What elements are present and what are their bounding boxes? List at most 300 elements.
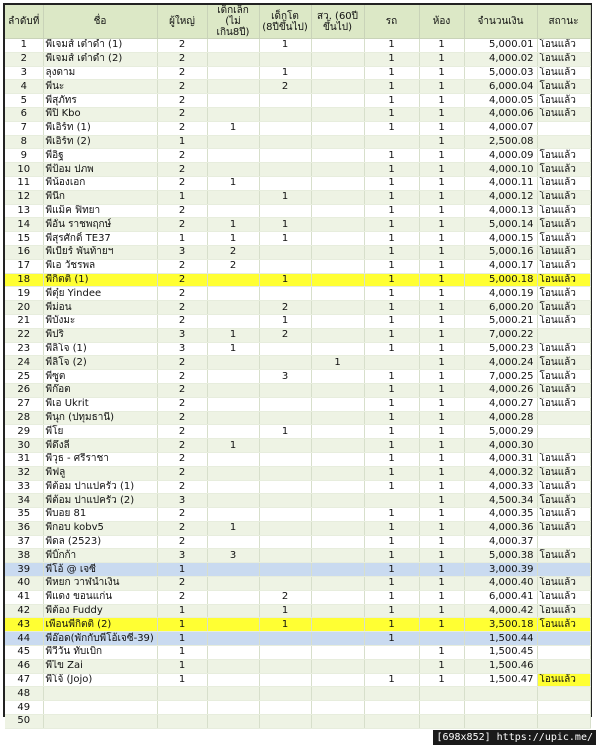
row-senior	[311, 715, 364, 729]
row-big-child	[259, 646, 311, 660]
row-senior: 1	[311, 356, 364, 370]
row-room	[419, 715, 464, 729]
row-senior	[311, 204, 364, 218]
row-amount: 4,000.05	[464, 94, 537, 108]
row-car: 1	[364, 383, 419, 397]
row-big-child	[259, 342, 311, 356]
table-row	[5, 577, 590, 591]
header-adult: ผู้ใหญ่	[157, 5, 207, 39]
row-room: 1	[419, 301, 464, 315]
row-room: 1	[419, 618, 464, 632]
row-car: 1	[364, 521, 419, 535]
row-adult: 2	[157, 273, 207, 287]
row-small-child	[207, 508, 259, 522]
table-row	[5, 39, 590, 53]
row-big-child	[259, 176, 311, 190]
row-name: พี่ลิโจ (2)	[43, 356, 157, 370]
row-big-child	[259, 701, 311, 715]
row-number: 24	[5, 356, 43, 370]
row-adult: 2	[157, 52, 207, 66]
row-name	[43, 715, 157, 729]
registration-table	[5, 5, 591, 729]
row-status: โอนแล้ว	[537, 163, 590, 177]
row-name: พี่ปิ Kbo	[43, 107, 157, 121]
row-number: 7	[5, 121, 43, 135]
row-small-child	[207, 563, 259, 577]
row-status	[537, 535, 590, 549]
row-number: 17	[5, 259, 43, 273]
row-big-child	[259, 494, 311, 508]
row-number: 12	[5, 190, 43, 204]
row-car: 1	[364, 466, 419, 480]
row-number: 18	[5, 273, 43, 287]
row-number: 14	[5, 218, 43, 232]
row-senior	[311, 245, 364, 259]
row-amount: 5,000.14	[464, 218, 537, 232]
table-row	[5, 80, 590, 94]
table-row	[5, 94, 590, 108]
row-name: พี่วีวัน ทับเบิ้ก	[43, 646, 157, 660]
row-car: 1	[364, 176, 419, 190]
row-big-child: 1	[259, 425, 311, 439]
row-amount	[464, 701, 537, 715]
row-number: 49	[5, 701, 43, 715]
row-car: 1	[364, 328, 419, 342]
row-small-child	[207, 287, 259, 301]
row-number: 13	[5, 204, 43, 218]
table-row	[5, 494, 590, 508]
row-status: โอนแล้ว	[537, 397, 590, 411]
row-small-child	[207, 646, 259, 660]
row-senior	[311, 508, 364, 522]
table-row	[5, 287, 590, 301]
row-status: โอนแล้ว	[537, 94, 590, 108]
row-amount: 7,000.22	[464, 328, 537, 342]
row-car: 1	[364, 190, 419, 204]
row-senior	[311, 232, 364, 246]
table-row	[5, 425, 590, 439]
row-big-child	[259, 135, 311, 149]
header-status: สถานะ	[537, 5, 590, 39]
row-room: 1	[419, 107, 464, 121]
row-name: พี่ตุ๋ย Yindee	[43, 287, 157, 301]
row-adult: 2	[157, 411, 207, 425]
table-row	[5, 687, 590, 701]
row-car	[364, 356, 419, 370]
row-amount: 4,500.34	[464, 494, 537, 508]
row-amount: 4,000.10	[464, 163, 537, 177]
row-car: 1	[364, 94, 419, 108]
row-car: 1	[364, 618, 419, 632]
row-room: 1	[419, 245, 464, 259]
row-status: โอนแล้ว	[537, 480, 590, 494]
row-status	[537, 439, 590, 453]
row-adult: 2	[157, 107, 207, 121]
row-amount: 4,000.02	[464, 52, 537, 66]
row-small-child	[207, 273, 259, 287]
row-room	[419, 632, 464, 646]
row-car: 1	[364, 107, 419, 121]
row-number: 4	[5, 80, 43, 94]
row-name: พี่อั๋น ราชพฤกษ์	[43, 218, 157, 232]
row-car: 1	[364, 149, 419, 163]
row-name: พี่ก๊อต	[43, 383, 157, 397]
row-status: โอนแล้ว	[537, 577, 590, 591]
table-row	[5, 508, 590, 522]
row-amount: 3,000.39	[464, 563, 537, 577]
row-room: 1	[419, 259, 464, 273]
row-senior	[311, 673, 364, 687]
header-amount: จำนวนเงิน	[464, 5, 537, 39]
row-car: 1	[364, 577, 419, 591]
row-name: พี่โย	[43, 425, 157, 439]
row-big-child	[259, 163, 311, 177]
table-row	[5, 135, 590, 149]
row-amount: 4,000.27	[464, 397, 537, 411]
row-car: 1	[364, 604, 419, 618]
row-number: 3	[5, 66, 43, 80]
row-small-child	[207, 383, 259, 397]
table-row	[5, 521, 590, 535]
row-big-child	[259, 245, 311, 259]
row-big-child: 1	[259, 273, 311, 287]
row-number: 32	[5, 466, 43, 480]
row-small-child	[207, 163, 259, 177]
table-row	[5, 52, 590, 66]
row-adult: 2	[157, 121, 207, 135]
row-big-child: 2	[259, 590, 311, 604]
row-number: 8	[5, 135, 43, 149]
row-small-child	[207, 590, 259, 604]
row-car: 1	[364, 218, 419, 232]
row-room: 1	[419, 52, 464, 66]
row-status: โอนแล้ว	[537, 618, 590, 632]
row-name: พี่สุภัทร	[43, 94, 157, 108]
row-room: 1	[419, 411, 464, 425]
row-status: โอนแล้ว	[537, 259, 590, 273]
row-name: พี่โจ้ (Jojo)	[43, 673, 157, 687]
row-small-child	[207, 149, 259, 163]
row-status: โอนแล้ว	[537, 66, 590, 80]
row-big-child: 1	[259, 232, 311, 246]
row-number: 25	[5, 370, 43, 384]
row-big-child	[259, 439, 311, 453]
row-senior	[311, 618, 364, 632]
row-senior	[311, 342, 364, 356]
row-amount: 5,000.29	[464, 425, 537, 439]
table-row	[5, 715, 590, 729]
row-car: 1	[364, 425, 419, 439]
row-adult: 3	[157, 494, 207, 508]
row-car: 1	[364, 121, 419, 135]
table-row	[5, 273, 590, 287]
row-senior	[311, 80, 364, 94]
row-big-child: 1	[259, 39, 311, 53]
row-room: 1	[419, 659, 464, 673]
row-adult: 2	[157, 314, 207, 328]
row-big-child	[259, 549, 311, 563]
row-number: 46	[5, 659, 43, 673]
row-car	[364, 494, 419, 508]
row-name: พี่สุรศักดิ์ TE37	[43, 232, 157, 246]
row-amount	[464, 687, 537, 701]
row-senior	[311, 687, 364, 701]
row-number: 5	[5, 94, 43, 108]
row-adult: 3	[157, 549, 207, 563]
row-senior	[311, 411, 364, 425]
row-amount: 4,000.33	[464, 480, 537, 494]
row-adult: 2	[157, 287, 207, 301]
row-senior	[311, 452, 364, 466]
row-senior	[311, 590, 364, 604]
table-row	[5, 370, 590, 384]
row-small-child	[207, 356, 259, 370]
row-senior	[311, 494, 364, 508]
row-amount: 4,000.30	[464, 439, 537, 453]
table-row	[5, 383, 590, 397]
row-room: 1	[419, 190, 464, 204]
table-row	[5, 535, 590, 549]
row-status	[537, 121, 590, 135]
row-status: โอนแล้ว	[537, 149, 590, 163]
row-status: โอนแล้ว	[537, 232, 590, 246]
row-small-child: 1	[207, 328, 259, 342]
row-adult: 2	[157, 94, 207, 108]
row-number: 44	[5, 632, 43, 646]
table-row	[5, 590, 590, 604]
row-amount	[464, 715, 537, 729]
row-status: โอนแล้ว	[537, 245, 590, 259]
row-name: พี่บอย 81	[43, 508, 157, 522]
row-small-child	[207, 632, 259, 646]
row-amount: 4,000.07	[464, 121, 537, 135]
row-room: 1	[419, 480, 464, 494]
row-room: 1	[419, 549, 464, 563]
row-name: พี่บิ๊กก้า	[43, 549, 157, 563]
row-name: พี่เอิร์ท (2)	[43, 135, 157, 149]
row-big-child	[259, 715, 311, 729]
header-no: ลำดับที่	[5, 5, 43, 39]
table-row	[5, 659, 590, 673]
row-small-child	[207, 535, 259, 549]
row-number: 2	[5, 52, 43, 66]
row-big-child	[259, 107, 311, 121]
row-adult: 1	[157, 135, 207, 149]
row-adult: 2	[157, 383, 207, 397]
row-number: 21	[5, 314, 43, 328]
row-big-child	[259, 673, 311, 687]
row-big-child	[259, 259, 311, 273]
row-amount: 4,000.40	[464, 577, 537, 591]
row-big-child	[259, 204, 311, 218]
row-adult: 2	[157, 466, 207, 480]
row-adult: 2	[157, 39, 207, 53]
row-senior	[311, 646, 364, 660]
spreadsheet-frame	[3, 3, 592, 727]
table-row	[5, 480, 590, 494]
row-adult: 1	[157, 618, 207, 632]
row-adult	[157, 701, 207, 715]
row-number: 36	[5, 521, 43, 535]
row-number: 43	[5, 618, 43, 632]
row-adult: 1	[157, 632, 207, 646]
row-big-child	[259, 397, 311, 411]
row-room	[419, 687, 464, 701]
row-senior	[311, 52, 364, 66]
row-senior	[311, 480, 364, 494]
row-room: 1	[419, 577, 464, 591]
row-adult: 2	[157, 149, 207, 163]
row-status: โอนแล้ว	[537, 466, 590, 480]
row-car: 1	[364, 39, 419, 53]
row-small-child	[207, 715, 259, 729]
row-room	[419, 701, 464, 715]
row-adult: 1	[157, 646, 207, 660]
row-adult: 2	[157, 301, 207, 315]
row-number: 38	[5, 549, 43, 563]
row-adult: 2	[157, 521, 207, 535]
row-room: 1	[419, 163, 464, 177]
row-amount: 5,000.18	[464, 273, 537, 287]
row-car	[364, 715, 419, 729]
row-room: 1	[419, 521, 464, 535]
row-amount: 5,000.38	[464, 549, 537, 563]
row-adult: 2	[157, 259, 207, 273]
row-status: โอนแล้ว	[537, 80, 590, 94]
row-big-child	[259, 466, 311, 480]
row-small-child	[207, 301, 259, 315]
row-adult: 2	[157, 508, 207, 522]
header-row	[5, 5, 590, 39]
row-adult: 2	[157, 425, 207, 439]
row-small-child	[207, 425, 259, 439]
row-number: 20	[5, 301, 43, 315]
row-status: โอนแล้ว	[537, 301, 590, 315]
row-amount: 4,000.37	[464, 535, 537, 549]
row-amount: 6,000.04	[464, 80, 537, 94]
row-room: 1	[419, 204, 464, 218]
table-row	[5, 646, 590, 660]
row-name: พี่น้องเอก	[43, 176, 157, 190]
row-small-child	[207, 52, 259, 66]
row-small-child	[207, 94, 259, 108]
row-big-child	[259, 94, 311, 108]
row-car	[364, 701, 419, 715]
row-big-child	[259, 577, 311, 591]
row-name: พี่หยก วาฬน้ำเงิน	[43, 577, 157, 591]
table-row	[5, 632, 590, 646]
row-car: 1	[364, 508, 419, 522]
row-room: 1	[419, 328, 464, 342]
row-big-child: 3	[259, 370, 311, 384]
row-big-child	[259, 287, 311, 301]
row-car: 1	[364, 163, 419, 177]
table-row	[5, 301, 590, 315]
row-senior	[311, 425, 364, 439]
header-car: รถ	[364, 5, 419, 39]
row-adult: 1	[157, 190, 207, 204]
row-amount: 4,000.36	[464, 521, 537, 535]
row-number: 30	[5, 439, 43, 453]
row-car: 1	[364, 342, 419, 356]
row-amount: 6,000.41	[464, 590, 537, 604]
row-big-child	[259, 411, 311, 425]
row-adult: 2	[157, 452, 207, 466]
row-name: พี่ต้อง Fuddy	[43, 604, 157, 618]
row-adult: 2	[157, 480, 207, 494]
row-status: โอนแล้ว	[537, 107, 590, 121]
row-name: พี่นะ	[43, 80, 157, 94]
table-row	[5, 342, 590, 356]
row-room: 1	[419, 121, 464, 135]
row-name: พี่ไข Zai	[43, 659, 157, 673]
row-small-child	[207, 411, 259, 425]
row-small-child	[207, 466, 259, 480]
row-senior	[311, 314, 364, 328]
row-room: 1	[419, 135, 464, 149]
row-name: พี่ม่อน	[43, 301, 157, 315]
row-small-child	[207, 397, 259, 411]
row-number: 19	[5, 287, 43, 301]
table-row	[5, 218, 590, 232]
row-car	[364, 659, 419, 673]
row-number: 34	[5, 494, 43, 508]
row-amount: 4,000.32	[464, 466, 537, 480]
row-amount: 4,000.19	[464, 287, 537, 301]
row-small-child: 1	[207, 232, 259, 246]
row-senior	[311, 176, 364, 190]
row-small-child	[207, 480, 259, 494]
row-name: พี่อิฐ	[43, 149, 157, 163]
row-number: 29	[5, 425, 43, 439]
row-name: พี่ปริ	[43, 328, 157, 342]
row-big-child	[259, 521, 311, 535]
row-big-child	[259, 480, 311, 494]
row-status: โอนแล้ว	[537, 383, 590, 397]
table-row	[5, 466, 590, 480]
row-number: 37	[5, 535, 43, 549]
row-adult: 3	[157, 328, 207, 342]
row-status: โอนแล้ว	[537, 342, 590, 356]
table-row	[5, 259, 590, 273]
row-amount: 5,000.16	[464, 245, 537, 259]
table-row	[5, 107, 590, 121]
table-row	[5, 397, 590, 411]
row-room: 1	[419, 590, 464, 604]
row-adult: 2	[157, 218, 207, 232]
row-car: 1	[364, 480, 419, 494]
row-car: 1	[364, 80, 419, 94]
row-name: พี่ลิโจ (1)	[43, 342, 157, 356]
row-room: 1	[419, 604, 464, 618]
row-status: โอนแล้ว	[537, 190, 590, 204]
row-big-child	[259, 121, 311, 135]
row-name: เพื่อนพี่กิตติ (2)	[43, 618, 157, 632]
row-number: 33	[5, 480, 43, 494]
row-car: 1	[364, 549, 419, 563]
row-car: 1	[364, 632, 419, 646]
table-row	[5, 673, 590, 687]
row-name: พี่เอ วัชรพล	[43, 259, 157, 273]
row-car: 1	[364, 563, 419, 577]
row-senior	[311, 149, 364, 163]
table-row	[5, 701, 590, 715]
row-small-child	[207, 701, 259, 715]
row-adult: 2	[157, 66, 207, 80]
row-name: พี่เบียร์ พันท้ายฯ	[43, 245, 157, 259]
row-room: 1	[419, 80, 464, 94]
image-host-footer: [698x852] https://upic.me/	[433, 730, 596, 745]
